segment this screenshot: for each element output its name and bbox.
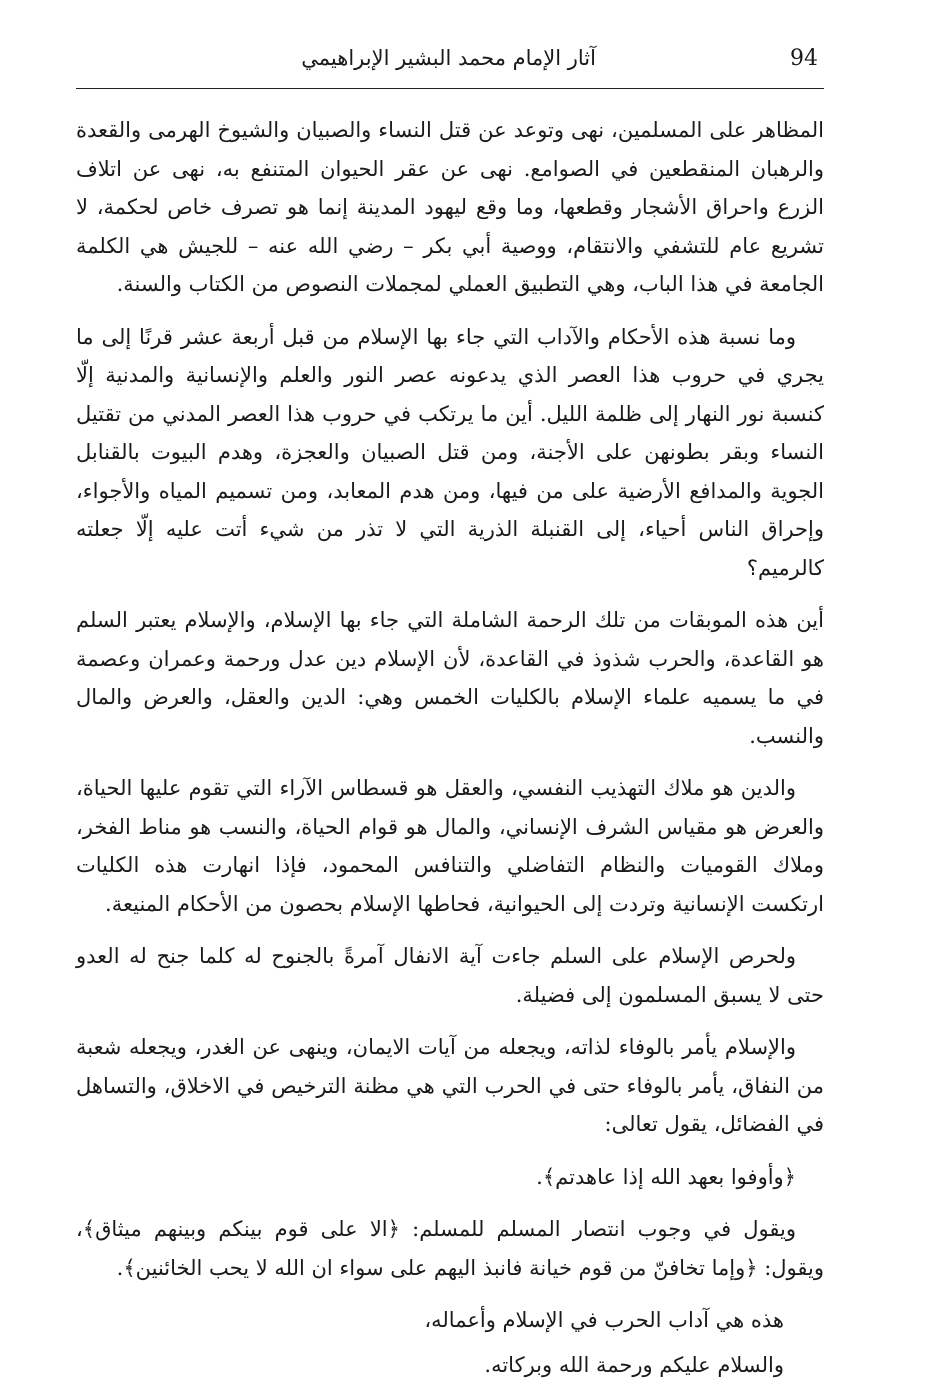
- paragraph: وما نسبة هذه الأحكام والآداب التي جاء بها الإسلام من قبل أربعة عشر قرنًا إلى ما يجري في حروب هذا العصر الذي يدعونه عصر النور والعلم والإنسانية والمدنية إلّا كنسبة نور النهار إلى ظلمة الليل. أين ما يرتكب في حروب هذا العصر المدني من تقتيل النساء وبقر بطونهن على الأجنة، ومن قتل الصبيان والعجزة، وهدم البيوت بالقنابل الجوية والمدافع الأرضية على من فيها، ومن هدم المعابد، ومن تسميم المياه والأجواء، وإحراق الناس أحياء، إلى القنبلة الذرية التي لا تذر من شيء أتت عليه إلّا جعلته كالرميم؟: [76, 324, 824, 580]
- running-header: [76, 40, 824, 89]
- paragraph: أين هذه الموبقات من تلك الرحمة الشاملة التي جاء بها الإسلام، والإسلام يعتبر السلم هو القاعدة، والحرب شذوذ في القاعدة، لأن الإسلام دين عدل ورحمة وعمران وعصمة في ما يسميه علماء الإسلام بالكليات الخمس وهي: الدين والعقل، والعرض والمال والنسب.: [76, 608, 824, 748]
- quran-quote: ﴿وأوفوا بعهد الله إذا عاهدتم﴾.: [536, 1164, 796, 1189]
- paragraph: والإسلام يأمر بالوفاء لذاته، ويجعله من آيات الايمان، وينهى عن الغدر، ويجعله شعبة من النفاق، يأمر بالوفاء حتى في الحرب التي هي مظنة الترخيص في الاخلاق، والتساهل في الفضائل، يقول تعالى:: [76, 1035, 824, 1136]
- paragraph: والدين هو ملاك التهذيب النفسي، والعقل هو قسطاس الآراء التي تقوم عليها الحياة، والعرض هو مقياس الشرف الإنساني، والمال هو قوام الحياة، والنسب هو مناط الفخر، وملاك القوميات والنظام التفاضلي والتنافس المحمود، فإذا انهارت هذه الكليات ارتكست الإنسانية وتردت إلى الحيوانية، فحاطها الإسلام بحصون من الأحكام المنيعة.: [76, 776, 824, 916]
- paragraph: ولحرص الإسلام على السلم جاءت آية الانفال آمرةً بالجنوح له كلما جنح له العدو حتى لا يسبق المسلمون إلى فضيلة.: [76, 944, 824, 1007]
- page-body: [76, 111, 824, 1384]
- book-title: آثار الإمام محمد البشير الإبراهيمي: [301, 46, 596, 70]
- paragraph: ويقول في وجوب انتصار المسلم للمسلم: ﴿الا على قوم بينكم وبينهم ميثاق﴾، ويقول: ﴿وإما تخافنّ من قوم خيانة فانبذ اليهم على سواء ان الله لا يحب الخائنين﴾.: [76, 1217, 824, 1280]
- closing-line: والسلام عليكم ورحمة الله وبركاته.: [484, 1352, 784, 1377]
- book-page: [76, 40, 824, 1377]
- closing-line: هذه هي آداب الحرب في الإسلام وأعماله،: [424, 1308, 784, 1332]
- paragraph: المظاهر على المسلمين، نهى وتوعد عن قتل النساء والصبيان والشيوخ الهرمى والقعدة والرهبان المنقطعين في الصوامع. نهى عن عقر الحيوان المتنفع به، نهى عن اتلاف الزرع واحراق الأشجار وقطعها، وما وقع ليهود المدينة إنما هو تصرف خاص لحكمة، لا تشريع عام للتشفي والانتقام، ووصية أبي بكر – رضي الله عنه – للجيش هي الكلمة الجامعة في هذا الباب، وهي التطبيق العملي لمجملات النصوص من الكتاب والسنة.: [76, 118, 824, 296]
- page-number: 94: [790, 46, 818, 71]
